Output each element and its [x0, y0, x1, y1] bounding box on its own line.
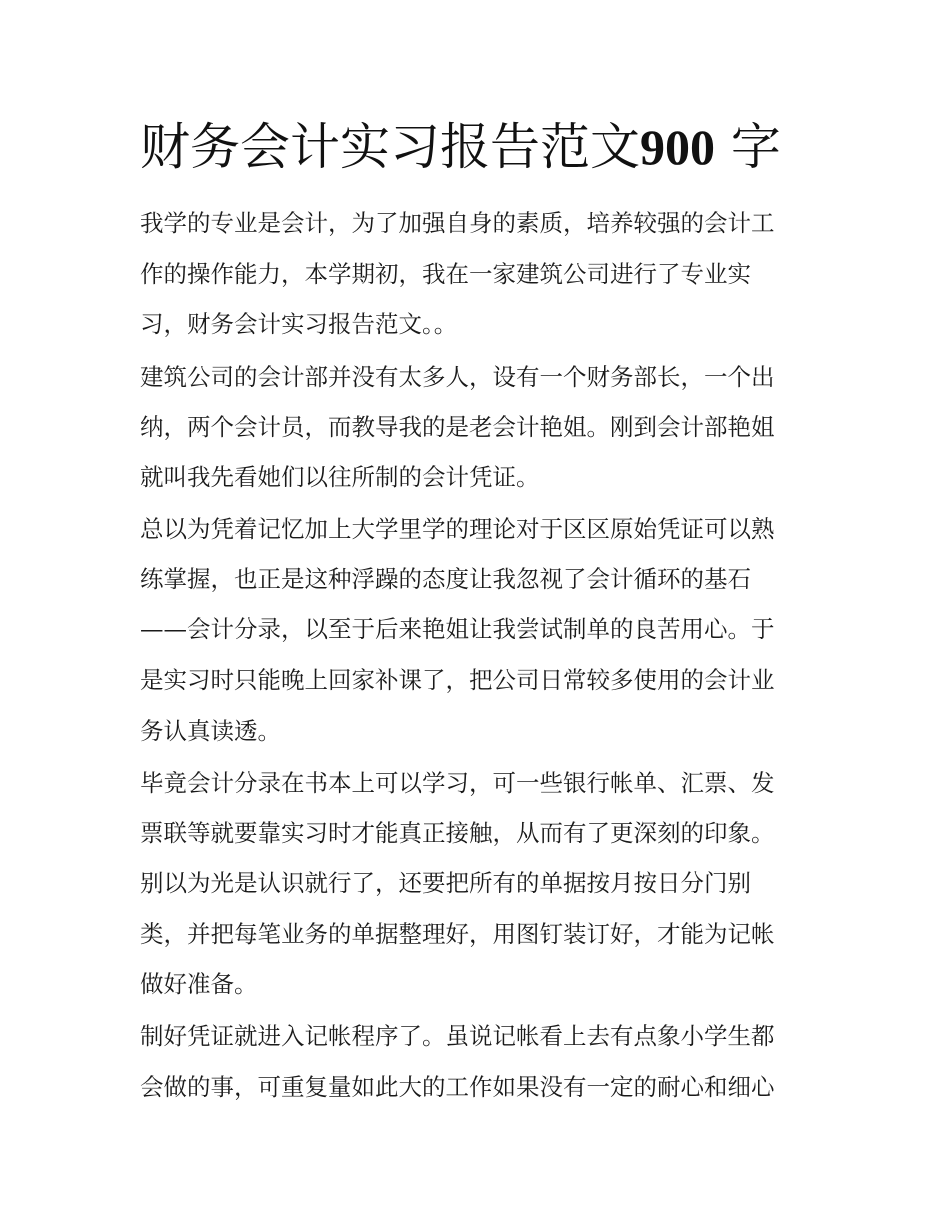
body-line: 务认真读透。 — [140, 717, 281, 745]
body-line: ——会计分录，以至于后来艳姐让我尝试制单的良苦用心。于 — [140, 615, 775, 643]
body-line: 票联等就要靠实习时才能真正接触，从而有了更深刻的印象。 — [140, 819, 775, 847]
body-line: 总以为凭着记忆加上大学里学的理论对于区区原始凭证可以熟 — [140, 515, 775, 543]
body-line: 做好准备。 — [140, 970, 258, 998]
document-title — [140, 112, 781, 182]
body-line: 作的操作能力，本学期初，我在一家建筑公司进行了专业实 — [140, 260, 751, 288]
body-line: 习，财务会计实习报告范文。。 — [140, 310, 458, 338]
body-line: 毕竟会计分录在书本上可以学习，可一些银行帐单、汇票、发 — [140, 769, 775, 797]
body-line: 会做的事，可重复量如此大的工作如果没有一定的耐心和细心 — [140, 1073, 775, 1101]
title-number: 900 — [640, 119, 715, 175]
body-line: 别以为光是认识就行了，还要把所有的单据按月按日分门别 — [140, 869, 751, 897]
body-line: 练掌握，也正是这种浮躁的态度让我忽视了会计循环的基石 — [140, 565, 751, 593]
body-line: 类，并把每笔业务的单据整理好，用图钉装订好，才能为记帐 — [140, 920, 775, 948]
body-line: 纳，两个会计员，而教导我的是老会计艳姐。刚到会计部艳姐 — [140, 413, 775, 441]
body-line: 制好凭证就进入记帐程序了。虽说记帐看上去有点象小学生都 — [140, 1022, 775, 1050]
body-line: 是实习时只能晚上回家补课了，把公司日常较多使用的会计业 — [140, 666, 775, 694]
title-text: 财务会计实习报告范文 — [140, 118, 640, 176]
body-line: 建筑公司的会计部并没有太多人，设有一个财务部长，一个出 — [140, 363, 775, 391]
body-line: 我学的专业是会计，为了加强自身的素质，培养较强的会计工 — [140, 209, 775, 237]
body-line: 就叫我先看她们以往所制的会计凭证。 — [140, 463, 540, 491]
title-suffix: 字 — [730, 118, 781, 176]
